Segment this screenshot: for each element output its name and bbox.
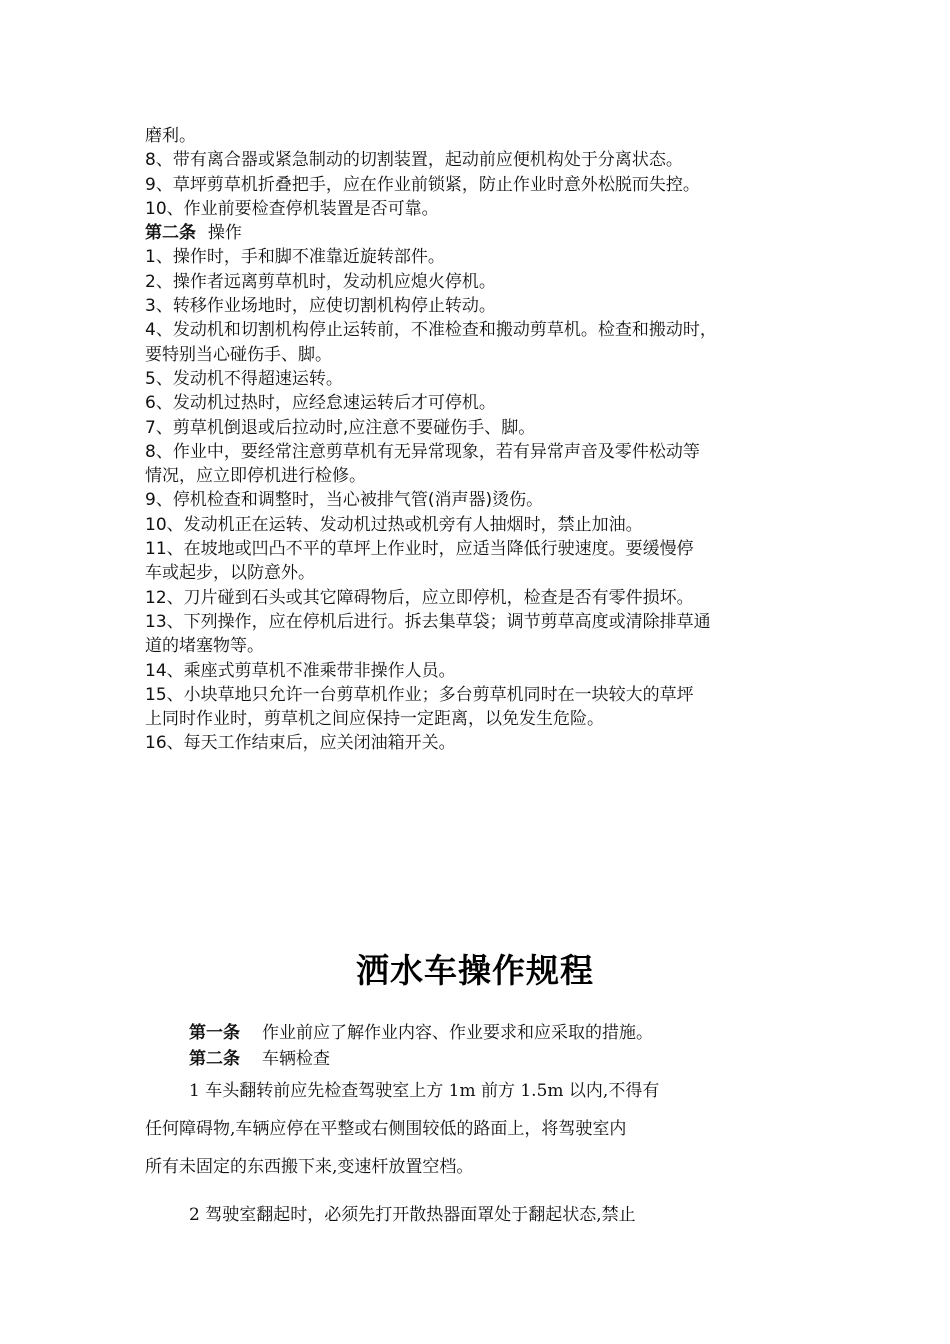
list-item: 上同时作业时，剪草机之间应保持一定距离，以免发生危险。 [145,709,604,730]
list-item: 2、操作者远离剪草机时，发动机应熄火停机。 [145,271,496,292]
article-label: 第二条 [145,223,196,244]
list-item: 1、操作时，手和脚不准靠近旋转部件。 [145,247,445,268]
text-line: 磨利。 [145,126,196,146]
list-item: 12、刀片碰到石头或其它障碍物后，应立即停机，检查是否有零件损坏。 [145,587,694,608]
list-item: 13、下列操作，应在停机后进行。拆去集草袋；调节剪草高度或清除排草通 [145,611,711,632]
list-item: 14、乘座式剪草机不准乘带非操作人员。 [145,660,456,681]
list-item: 3、转移作业场地时，应使切割机构停止转动。 [145,296,496,317]
list-item: 16、每天工作结束后，应关闭油箱开关。 [145,733,456,754]
text-line: 10、作业前要检查停机装置是否可靠。 [145,198,439,219]
list-item: 车或起步，以防意外。 [145,563,315,584]
list-item: 道的堵塞物等。 [145,636,264,657]
paragraph-2 [145,1196,825,1234]
list-item: 5、发动机不得超速运转。 [145,368,343,389]
article-heading-text: 操作 [207,223,242,244]
list-item: 6、发动机过热时，应经怠速运转后才可停机。 [145,393,496,414]
article-label: 第一条 [189,1023,240,1043]
article-text: 车辆检查 [262,1049,330,1069]
article-text: 作业前应了解作业内容、作业要求和应采取的措施。 [262,1023,653,1043]
document-title: 洒水车操作规程 [356,951,594,990]
list-item: 8、作业中，要经常注意剪草机有无异常现象，若有异常声音及零件松动等 [145,441,700,462]
list-item: 11、在坡地或凹凸不平的草坪上作业时，应适当降低行驶速度。要缓慢停 [145,539,694,560]
list-item: 7、剪草机倒退或后拉动时,应注意不要碰伤手、脚。 [145,417,536,438]
text-line: 9、草坪剪草机折叠把手，应在作业前锁紧，防止作业时意外松脱而失控。 [145,174,700,195]
article-2 [145,1046,825,1072]
paragraph-line: 任何障碍物,车辆应停在平整或右侧围较低的路面上，将驾驶室内 [145,1119,627,1139]
article-label: 第二条 [189,1049,240,1069]
list-item: 15、小块草地只允许一台剪草机作业；多台剪草机同时在一块较大的草坪 [145,684,694,705]
list-item: 10、发动机正在运转、发动机过热或机旁有人抽烟时，禁止加油。 [145,514,643,535]
article-heading [145,221,825,245]
article-1 [145,1020,825,1046]
list-item: 9、停机检查和调整时，当心被排气管(消声器)烫伤。 [145,490,544,511]
list-item: 情况，应立即停机进行检修。 [145,466,366,487]
list-item: 4、发动机和切割机构停止运转前，不准检查和搬动剪草机。检查和搬动时， [145,320,717,341]
paragraph-line: 所有未固定的东西搬下来,变速杆放置空档。 [145,1157,474,1177]
paragraph-1 [145,1072,825,1186]
text-line: 8、带有离合器或紧急制动的切割装置，起动前应便机构处于分离状态。 [145,150,683,171]
mower-rules-section [145,124,825,756]
sprinkler-rules-section [145,1020,825,1234]
list-item: 要特别当心碰伤手、脚。 [145,344,332,365]
paragraph-line: 2 驾驶室翻起时，必须先打开散热器面罩处于翻起状态,禁止 [189,1205,636,1225]
paragraph-line: 1 车头翻转前应先检查驾驶室上方 1m 前方 1.5m 以内,不得有 [189,1081,660,1101]
